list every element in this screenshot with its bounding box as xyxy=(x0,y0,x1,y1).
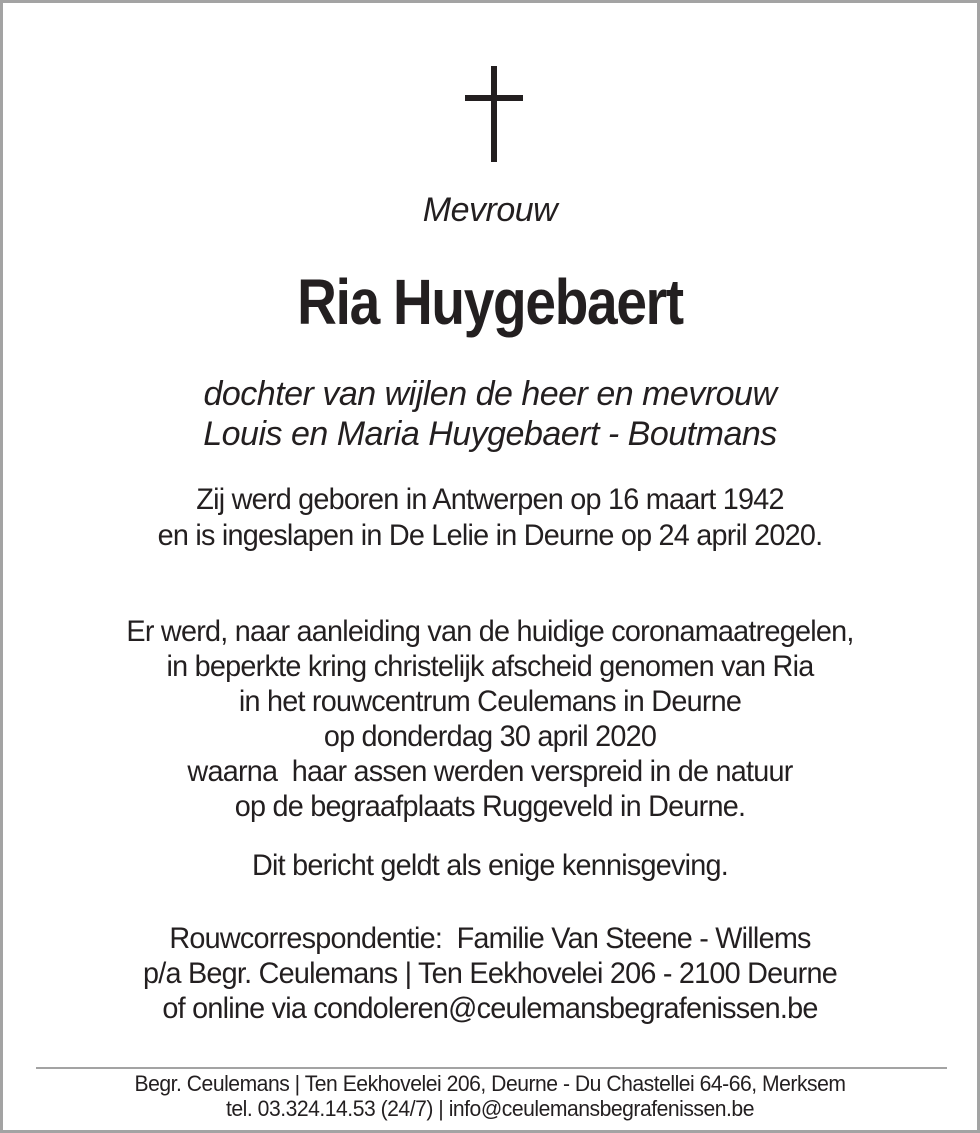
ceremony-line-6: op de begraafplaats Ruggeveld in Deurne. xyxy=(234,790,746,823)
ceremony-line-5: waarna haar assen werden verspreid in de natuur xyxy=(187,755,793,788)
deceased-name: Ria Huygebaert xyxy=(297,266,683,338)
cross-icon xyxy=(465,66,523,162)
parents-line-1: dochter van wijlen de heer en mevrouw xyxy=(203,375,777,413)
footer-address-line: Begr. Ceulemans | Ten Eekhovelei 206, Deurne - Du Chastellei 64-66, Merksem xyxy=(134,1071,846,1096)
ceremony-line-3: in het rouwcentrum Ceulemans in Deurne xyxy=(238,685,742,718)
ceremony-line-2: in beperkte kring christelijk afscheid genomen van Ria xyxy=(166,650,814,683)
correspondence-email-line: of online via condoleren@ceulemansbegrafenissen.be xyxy=(162,992,818,1025)
birth-line: Zij werd geboren in Antwerpen op 16 maart 1942 xyxy=(196,483,784,516)
cross-vertical-bar xyxy=(491,66,497,162)
footer-contact-line: tel. 03.324.14.53 (24/7) | info@ceulemansbegrafenissen.be xyxy=(226,1096,754,1121)
ceremony-line-1: Er werd, naar aanleiding van de huidige coronamaatregelen, xyxy=(126,615,854,648)
ceremony-line-4: op donderdag 30 april 2020 xyxy=(323,720,657,753)
cross-horizontal-bar xyxy=(465,95,523,101)
salutation: Mevrouw xyxy=(422,191,558,229)
footer-divider xyxy=(36,1067,947,1069)
announcement: Dit bericht geldt als enige kennisgeving. xyxy=(251,849,729,882)
correspondence-line-2: p/a Begr. Ceulemans | Ten Eekhovelei 206 - 2100 Deurne xyxy=(143,957,837,990)
death-line: en is ingeslapen in De Lelie in Deurne op 24 april 2020. xyxy=(157,519,823,552)
parents-line-2: Louis en Maria Huygebaert - Boutmans xyxy=(203,415,777,453)
correspondence-line-1: Rouwcorrespondentie: Familie Van Steene - Willems xyxy=(169,922,811,955)
